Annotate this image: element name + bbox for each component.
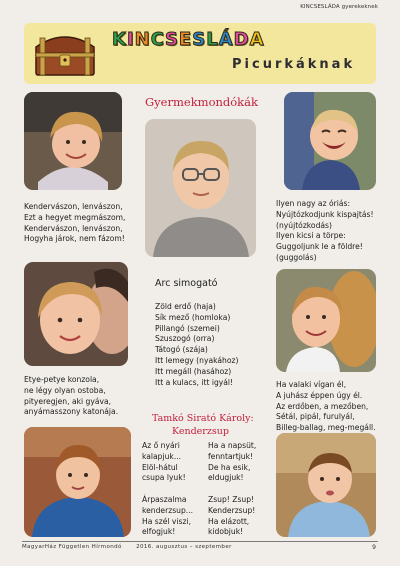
rhyme-line: Tátogó (szája) xyxy=(155,345,208,355)
title-letter: Á xyxy=(218,29,233,50)
rhyme-line: anyámasszony katonája. xyxy=(24,407,119,417)
poem-title: Kenderzsup xyxy=(172,426,229,437)
page-number: 9 xyxy=(372,544,376,551)
title-letter: L xyxy=(206,29,218,50)
rhyme-line: elfogjuk! xyxy=(142,527,176,537)
rhyme-line: Pillangó (szemei) xyxy=(155,323,220,333)
publication-name: MagyarHáz Független Hírmondó xyxy=(22,544,122,550)
photo-two-girls xyxy=(276,269,376,372)
rhyme-line: Ezt a hegyet megmászom, xyxy=(24,212,126,222)
rhyme-line: A juhász éppen úgy él. xyxy=(276,390,363,400)
rhyme-line: Sétál, pipál, furulyál, xyxy=(276,412,355,422)
rhyme-line: De ha esik, xyxy=(208,462,251,472)
title-letter: D xyxy=(233,29,249,50)
rhyme-arc-simogato xyxy=(155,302,265,388)
rhyme-line: Etye-petye konzola, xyxy=(24,375,100,384)
poem-kenderzsup-left-column xyxy=(142,441,206,538)
photo-girl-smiling xyxy=(24,92,122,190)
rhyme-line: Zöld erdő (haja) xyxy=(155,302,216,311)
poem-kenderzsup-right-column xyxy=(208,441,272,538)
rhyme-line: Árpaszalma xyxy=(142,494,187,504)
photo-boy-glasses xyxy=(145,119,256,257)
rhyme-line: eldugjuk! xyxy=(208,473,244,483)
rhyme-line: kidobjuk! xyxy=(208,527,244,537)
poem-author: Tamkó Sirató Károly: xyxy=(152,413,254,424)
rhyme-line: Itt a kulacs, itt igyál! xyxy=(155,377,234,387)
rhyme-line: Billeg-ballag, meg-megáll. xyxy=(276,423,376,433)
rhyme-orias xyxy=(276,199,386,264)
rhyme-line: Ha valaki vígan él, xyxy=(276,380,347,389)
rhyme-line: Kendervászon, lenvászon, xyxy=(24,202,123,211)
rhyme-line: Kendervászon, lenvászon, xyxy=(24,223,123,233)
title-letter: K xyxy=(112,29,126,50)
rhyme-line: Ha szél viszi, xyxy=(142,516,191,526)
rhyme-line: Szuszogó (orra) xyxy=(155,334,215,344)
photo-baby-blue-clothes xyxy=(276,433,376,537)
rhyme-line: Guggoljunk le a földre! xyxy=(276,242,363,252)
rhyme-line: Ilyen nagy az óriás: xyxy=(276,199,351,208)
rhyme-line: Ha elázott, xyxy=(208,516,250,526)
rhyme-line: fenntartjuk! xyxy=(208,451,254,461)
rhyme-line: Az ő nyári xyxy=(142,441,180,450)
title-letter: E xyxy=(178,29,192,50)
treasure-chest-icon xyxy=(30,29,100,77)
title-letter: N xyxy=(134,29,150,50)
photo-boy-blue-shirt xyxy=(24,427,131,537)
footer-divider xyxy=(22,541,378,542)
title-letter: A xyxy=(249,29,264,50)
rhyme-line: Nyújtózkodjunk kispajtás! xyxy=(276,209,374,219)
rhyme-line: Elöl-hátul xyxy=(142,462,178,472)
rhyme-line: (nyújtózkodás) xyxy=(276,220,332,230)
rhyme-vigan-el xyxy=(276,380,386,434)
rhyme-line: Ha a napsüt, xyxy=(208,441,257,450)
magazine-title xyxy=(112,29,264,51)
photo-girl-with-father xyxy=(24,262,128,366)
rhyme-etye-petye xyxy=(24,375,136,418)
rhyme-line: (guggolás) xyxy=(276,252,317,262)
title-letter: I xyxy=(126,29,134,50)
rhyme-line: csupa lyuk! xyxy=(142,473,186,483)
rhyme-line: Ilyen kicsi a törpe: xyxy=(276,231,346,241)
title-letter: S xyxy=(164,29,178,50)
photo-toddler-laughing xyxy=(284,92,376,190)
rhyme-line: Itt megáll (hasához) xyxy=(155,366,232,376)
rhyme-line: Hogyha járok, nem fázom! xyxy=(24,234,125,244)
rhyme-line: Sík mező (homloka) xyxy=(155,312,231,322)
title-letter: C xyxy=(150,29,164,50)
issue-date: 2016. augusztus – szeptember xyxy=(136,544,232,550)
section-label: KINCSESLÁDA gyerekeknek xyxy=(300,4,378,10)
rhyme-line: Az erdőben, a mezőben, xyxy=(276,401,369,411)
rhyme-line: Itt lemegy (nyakához) xyxy=(155,355,239,365)
heading-arc-simogato: Arc simogató xyxy=(155,278,218,289)
rhyme-line xyxy=(142,484,206,495)
rhyme-line: Kenderzsup! xyxy=(208,505,256,515)
rhyme-line xyxy=(208,484,272,495)
banner-subtitle: Picurkáknak xyxy=(232,57,356,72)
footer-publication xyxy=(22,544,232,550)
rhyme-line: ne légy olyan ostoba, xyxy=(24,385,106,395)
rhyme-kendervaszon xyxy=(24,202,136,245)
rhyme-line: pityeregjen, aki gyáva, xyxy=(24,396,112,406)
title-letter: S xyxy=(192,29,206,50)
rhyme-line: Zsup! Zsup! xyxy=(208,494,255,504)
heading-gyermekmondokak: Gyermekmondókák xyxy=(145,95,258,109)
rhyme-line: kenderzsup... xyxy=(142,505,194,515)
rhyme-line: kalapjuk... xyxy=(142,451,182,461)
